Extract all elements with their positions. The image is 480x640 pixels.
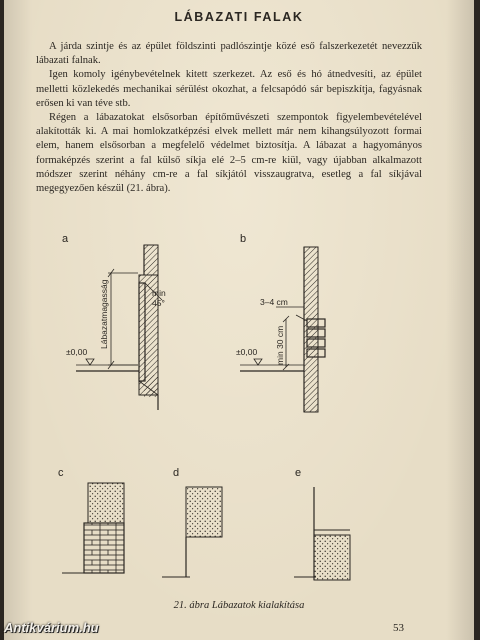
figure-caption: 21. ábra Lábazatok kialakítása <box>173 600 305 611</box>
paragraph-2: Igen komoly igénybevételnek kitett szerkezet. Az eső és hó átnedvesíti, az épület melletti közlekedés mechanikai sérülést okozhat, a felcsapódó sár bepiszkítja, fagyásnak erősen ki van téve stb. <box>36 69 422 109</box>
detail-c <box>58 467 124 573</box>
detail-e <box>294 467 350 580</box>
detail-b-label: b <box>240 233 247 245</box>
min-annotation-a: min <box>152 288 166 298</box>
page-number: 53 <box>393 622 404 634</box>
detail-a-label: a <box>62 233 69 245</box>
setback-annotation: 3–4 cm <box>260 297 288 307</box>
angle-annotation: 45° <box>152 298 165 308</box>
body-text <box>36 40 422 196</box>
figure-21 <box>4 225 474 595</box>
detail-c-label: c <box>58 467 64 479</box>
detail-a <box>62 233 166 410</box>
detail-d-label: d <box>173 467 180 479</box>
min-height-annotation: min 30 cm <box>275 325 285 365</box>
level-b-annotation: ±0,00 <box>236 347 258 357</box>
detail-b <box>236 233 325 412</box>
paragraph-1: A járda szintje és az épület földszinti padlószintje közé eső falszerkezetét nevezzük lábazati falnak. <box>36 41 422 67</box>
book-page <box>4 0 474 640</box>
paragraph-3: Régen a lábazatokat elsősorban építőművészeti szempontok figyelembevételével alakították ki. A mai homlokzatképzési elvek mellett már nem kihangsúlyozott formai elem, hanem elsősorban a megfelelő védelmet biztosítja. A lábazat a hagyományos formaképzés szerint a fal külső síkja elé 2–5 cm-re kiül, vagy újabban alkalmazott módszer szerint néhány cm-re a fal síkjától visszaugratva, esetleg a fal síkjával megegyezően készül (21. ábra). <box>36 112 422 195</box>
level-a-annotation: ±0,00 <box>66 347 88 357</box>
detail-d <box>162 467 222 577</box>
section-title: LÁBAZATI FALAK <box>174 10 304 24</box>
base-height-annotation: Lábazatmagasság <box>99 279 109 349</box>
watermark: Antikvárium.hu <box>4 620 99 635</box>
detail-e-label: e <box>295 467 302 479</box>
